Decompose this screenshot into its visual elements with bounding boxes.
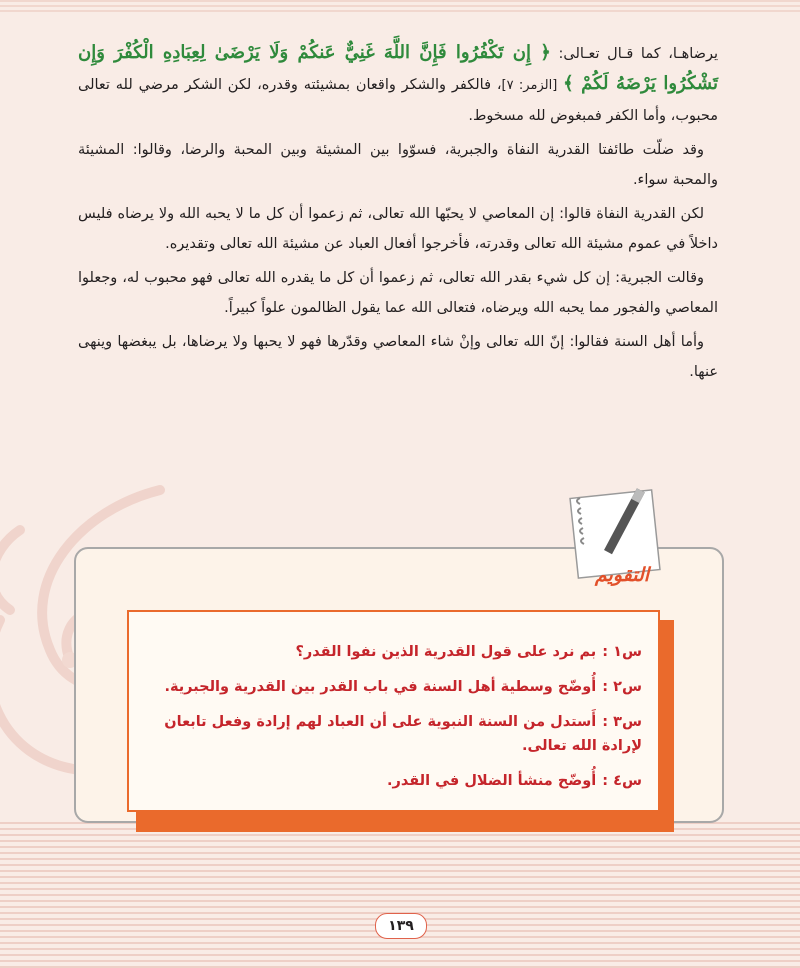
top-stripes xyxy=(0,0,800,14)
question-text: بم نرد على قول القدرية الذين نفوا القدر؟ xyxy=(295,644,597,660)
bottom-stripes xyxy=(0,818,800,968)
questions-box xyxy=(127,610,660,812)
question-text: أَستدل من السنة النبوية على أن العباد لهم إرادة وفعل تابعان لإرادة الله تعالى. xyxy=(164,714,642,754)
verse-commentary: ، فالكفر والشكر واقعان بمشيئته وقدره، لكن الشكر مرضي لله تعالى محبوب، وأما الكفر فمبغوض لله مسخوط. xyxy=(78,77,718,124)
paragraph-5: وأما أهل السنة فقالوا: إنّ الله تعالى وإنْ شاء المعاصي وقدّرها فهو لا يحبها ولا يرضاها، بل يبغضها وينهى عنها. xyxy=(78,334,718,380)
body-text xyxy=(78,38,718,391)
paragraph-3: لكن القدرية النفاة قالوا: إن المعاصي لا يحبّها الله تعالى، ثم زعموا أن كل ما لا يحبه الله ولا يرضاه فليس داخلاً في عموم مشيئة الله تعالى وقدرته، فأخرجوا أفعال العباد عن مشيئة الله تعالى وتقديره. xyxy=(78,206,718,252)
question-text: أُوضّح منشأ الضلال في القدر. xyxy=(386,773,597,789)
paragraph-1 xyxy=(78,38,718,131)
intro-text: يرضاهـا، كما قـال تعـالى: xyxy=(550,46,718,62)
evaluation-title: التقويم xyxy=(594,564,650,586)
page-number: ١٣٩ xyxy=(375,913,427,939)
question-number: س٣ : xyxy=(602,714,642,730)
paragraph-4: وقالت الجبرية: إن كل شيء بقدر الله تعالى، ثم زعموا أن كل ما يقدره الله تعالى فهو محبوب له، وجعلوا المعاصي والفجور مما يحبه الله ويرضاه، فتعالى الله عما يقول الظالمون علواً كبيراً. xyxy=(78,270,718,316)
question-item xyxy=(143,769,642,793)
questions-list xyxy=(143,640,642,793)
question-item xyxy=(143,640,642,664)
paragraph-2: وقد ضلّت طائفتا القدرية النفاة والجبرية، فسوّوا بين المشيئة وبين المحبة والرضا، وقالوا: المشيئة والمحبة سواء. xyxy=(78,142,718,188)
question-item xyxy=(143,710,642,758)
quran-verse: ﴿ إِن تَكْفُرُوا فَإِنَّ اللَّهَ غَنِيٌّ عَنكُمْ وَلَا يَرْضَىٰ لِعِبَادِهِ الْكُفْرَ وَإِن تَشْكُرُوا يَرْضَهُ لَكُمْ ﴾ xyxy=(78,42,719,94)
question-number: س٤ : xyxy=(602,773,642,789)
question-text: أُوضّح وسطية أهل السنة في باب القدر بين القدرية والجبرية. xyxy=(164,679,597,695)
question-number: س٢ : xyxy=(602,679,642,695)
question-number: س١ : xyxy=(602,644,642,660)
verse-reference: [الزمر: ٧] xyxy=(501,78,558,93)
question-item xyxy=(143,675,642,699)
